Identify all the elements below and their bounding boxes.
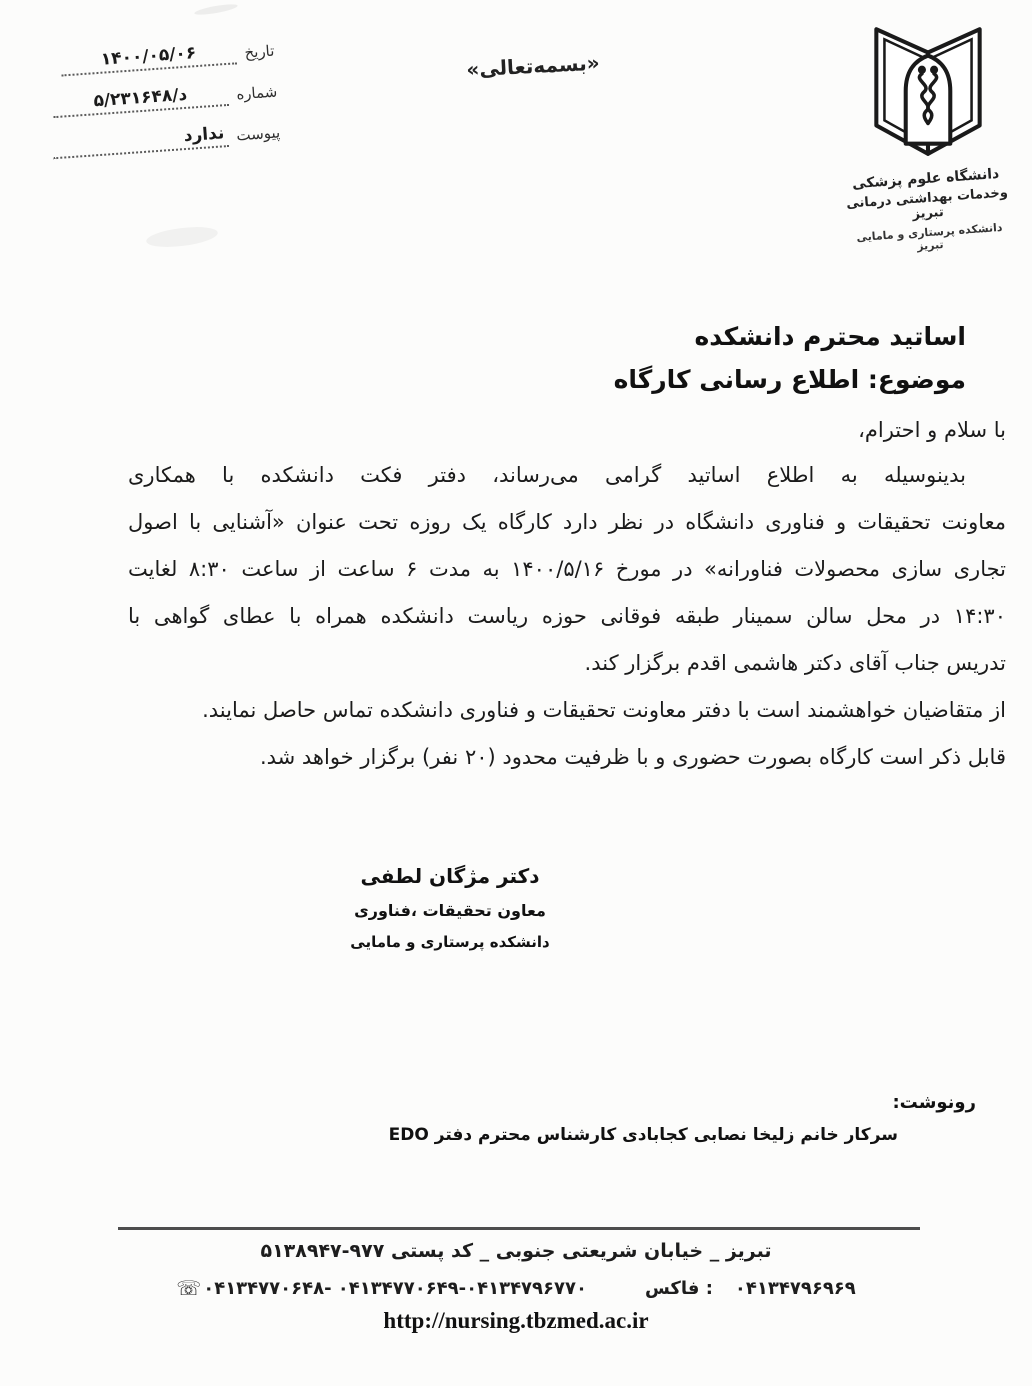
postal-code: ۵۱۳۸۹۴۷-۹۷۷ xyxy=(260,1240,385,1262)
number-value: ۵/د/۲۳۱۶۴۸ xyxy=(52,82,229,118)
recipient-line: اساتید محترم دانشکده xyxy=(694,322,966,351)
letter-meta-block xyxy=(28,38,284,178)
attachment-label: پیوست xyxy=(235,123,281,145)
address-text: تبریز _ خیابان شریعتی جنوبی _ کد پستی xyxy=(390,1240,772,1262)
date-value: ۱۴۰۰/۰۵/۰۶ xyxy=(60,40,237,76)
footer-divider xyxy=(118,1227,920,1230)
body-line: ۱۴:۳۰ در محل سالن سمینار طبقه فوقانی حوزه ریاست دانشکده همراه با عطای گواهی با xyxy=(128,604,1006,628)
body-line: بدینوسیله به اطلاع اساتید گرامی می‌رساند، دفتر فکت دانشکده با همکاری xyxy=(128,463,966,487)
cc-block xyxy=(60,1092,976,1145)
date-label: تاریخ xyxy=(243,41,275,62)
signatory-faculty: دانشکده پرستاری و مامایی xyxy=(350,933,550,951)
body-line: تدریس جناب آقای دکتر هاشمی اقدم برگزار کند. xyxy=(584,651,1006,675)
open-book-caduceus-icon xyxy=(852,12,1004,169)
number-field xyxy=(31,78,280,119)
logo-caption xyxy=(839,165,1016,258)
phone-number: ۰۴۱۳۴۷۹۶۹۶۹ xyxy=(734,1277,856,1299)
body-line: قابل ذکر است کارگاه بصورت حضوری و با ظرفیت محدود (۲۰ نفر) برگزار خواهد شد. xyxy=(259,745,1006,769)
address-line xyxy=(0,1240,1032,1262)
attachment-value: ندارد xyxy=(52,123,229,159)
logo-services-line: وخدمات بهداشتی درمانی تبریز xyxy=(845,185,1009,223)
salutation-line: با سلام و احترام، xyxy=(858,418,1006,442)
signatory-title: معاون تحقیقات ،فناوری xyxy=(354,901,546,920)
university-logo xyxy=(842,12,1014,252)
fax-numbers: ۰۴۱۳۴۷۷۰۶۴۸- ۰۴۱۳۴۷۷۰۶۴۹-۰۴۱۳۴۷۹۶۷۷۰ xyxy=(203,1277,587,1299)
phone-fax-line xyxy=(0,1276,1032,1300)
cc-recipient: سرکار خانم زلیخا نصابی کجابادی کارشناس محترم دفتر EDO xyxy=(388,1125,898,1145)
body-line: تجاری سازی محصولات فناورانه» در مورخ ۱۴۰۰/۵/۱۶ به مدت ۶ ساعت از ساعت ۸:۳۰ لغایت xyxy=(128,557,1006,581)
logo-faculty-name: دانشکده پرستاری و مامایی تبریز xyxy=(856,220,1003,253)
signatory-name: دکتر مژگان لطفی xyxy=(360,864,540,888)
attachment-field xyxy=(34,119,283,160)
fax-label: فاکس : xyxy=(644,1277,713,1299)
cc-label: رونوشت: xyxy=(892,1092,976,1113)
body-line: از متقاضیان خواهشمند است با دفتر معاونت تحقیقات و فناوری دانشکده تماس حاصل نمایند. xyxy=(202,698,1006,722)
letter-body xyxy=(128,322,1006,781)
number-label: شماره xyxy=(235,82,278,104)
scan-artifact xyxy=(194,2,239,17)
website-url: http://nursing.tbzmed.ac.ir xyxy=(383,1308,649,1333)
scan-artifact xyxy=(145,224,219,251)
body-line: معاونت تحقیقات و فناوری دانشگاه در نظر دارد کارگاه یک روزه تحت عنوان «آشنایی با اصول xyxy=(128,510,1006,534)
subject-line: موضوع: اطلاع رسانی کارگاه xyxy=(613,365,966,394)
phone-icon: ☏ xyxy=(176,1276,202,1300)
besmellah-text: «بسمه‌تعالی» xyxy=(465,50,601,82)
logo-university-name: دانشگاه علوم پزشکی xyxy=(851,165,1000,193)
signature-block xyxy=(328,864,572,951)
date-field xyxy=(28,38,277,79)
